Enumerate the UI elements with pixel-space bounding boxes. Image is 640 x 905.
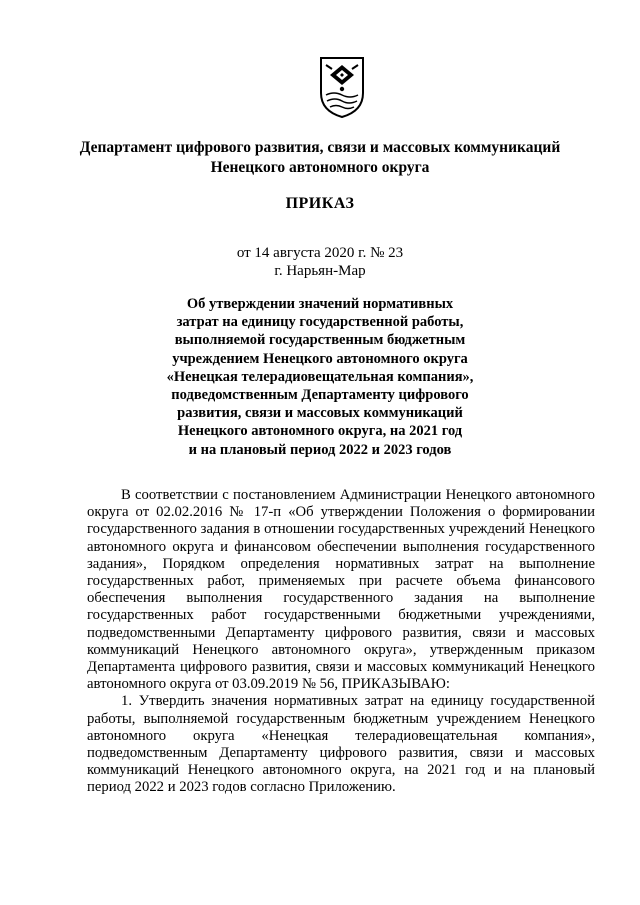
subject-line: подведомственным Департаменту цифрового [171, 387, 469, 404]
department-line-2: Ненецкого автономного округа [210, 159, 430, 176]
order-body [87, 487, 595, 797]
subject-line: учреждением Ненецкого автономного округа [172, 350, 468, 367]
department-name [0, 138, 640, 178]
order-meta [0, 244, 640, 280]
subject-line: развития, связи и массовых коммуникаций [177, 405, 463, 422]
order-subject [0, 295, 640, 459]
subject-line: затрат на единицу государственной работы, [176, 314, 464, 331]
department-line-1: Департамент цифрового развития, связи и массовых коммуникаций [79, 139, 561, 156]
subject-line: и на плановый период 2022 и 2023 годов [188, 441, 452, 458]
order-item-1: 1. Утвердить значения нормативных затрат на единицу государственной работы, выполняемой государственным бюджетным учреждением Ненецкого автономного округа «Ненецкая телерадиовещательная компания», подведомственным Департаменту цифрового развития, связи и массовых коммуникаций Ненецкого автономного округа, на 2021 год и на плановый период 2022 и 2023 годов согласно Приложению. [87, 693, 595, 796]
order-date-number: от 14 августа 2020 г. № 23 [236, 245, 404, 261]
subject-line: Об утверждении значений нормативных [186, 296, 454, 312]
order-city: г. Нарьян-Мар [274, 263, 366, 279]
order-title: ПРИКАЗ [285, 195, 355, 212]
subject-line: выполняемой государственным бюджетным [174, 332, 466, 349]
nenets-okrug-coat-of-arms-icon [318, 55, 366, 119]
preamble-paragraph: В соответствии с постановлением Администрации Ненецкого автономного округа от 02.02.2016 № 17-п «Об утверждении Положения о формировании государственного задания в отношении государственных учреждений Ненецкого автономного округа и финансовом обеспечении выполнения государственного задания», Порядком определения нормативных затрат на выполнение государственных работ, применяемых при расчете объема финансового обеспечения выполнения государственного задания на выполнение государственных работ государственными бюджетными учреждениями, подведомственными Департаменту цифрового развития, связи и массовых коммуникаций Ненецкого автономного округа», утвержденным приказом Департамента цифрового развития, связи и массовых коммуникаций Ненецкого автономного округа от 03.09.2019 № 56, ПРИКАЗЫВАЮ: [87, 487, 595, 693]
subject-line: «Ненецкая телерадиовещательная компания», [166, 368, 474, 385]
subject-line: Ненецкого автономного округа, на 2021 год [177, 423, 463, 440]
